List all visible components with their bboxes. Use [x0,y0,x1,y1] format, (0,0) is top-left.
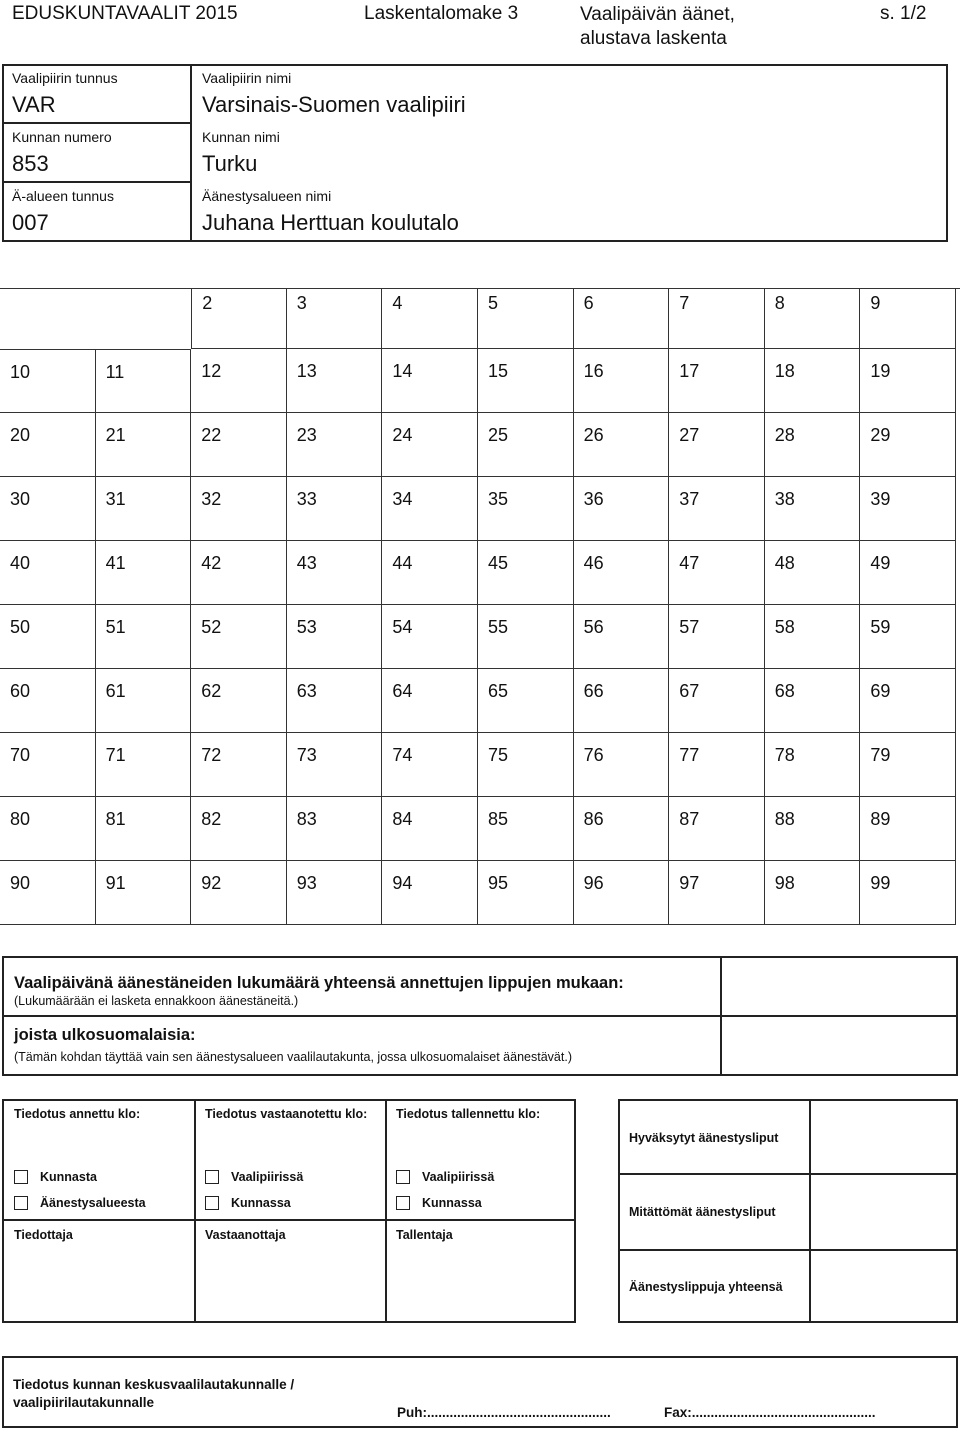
void-ballots-field[interactable] [811,1175,956,1249]
vote-number-cell[interactable]: 78 [765,733,861,797]
received-in-district-checkbox[interactable] [205,1170,219,1184]
vote-number-cell[interactable]: 69 [860,669,956,733]
received-in-municipality-label: Kunnassa [231,1196,291,1210]
vote-number-cell[interactable]: 15 [478,349,574,413]
vote-number-cell[interactable]: 24 [382,413,478,477]
vote-number-cell[interactable]: 11 [96,349,192,413]
vote-number-cell[interactable]: 93 [287,861,383,925]
vote-number-cell[interactable]: 86 [574,797,670,861]
form-title-line1: Vaalipäivän äänet, [580,4,735,25]
vote-number-cell[interactable]: 51 [96,605,192,669]
voters-total-note: (Lukumäärään ei lasketa ennakkoon äänestäneitä.) [14,994,299,1008]
vote-number-cell[interactable]: 72 [191,733,287,797]
divider [4,1219,574,1221]
vote-number-cell[interactable]: 58 [765,605,861,669]
vote-number-cell[interactable]: 67 [669,669,765,733]
vote-number-cell[interactable]: 79 [860,733,956,797]
vote-number-cell[interactable]: 6 [574,289,670,349]
vote-number-cell[interactable]: 13 [287,349,383,413]
vote-number-cell[interactable]: 46 [574,541,670,605]
informer-label: Tiedottaja [14,1228,73,1242]
vote-number-cell[interactable]: 73 [287,733,383,797]
vote-number-cell[interactable]: 42 [191,541,287,605]
vote-number-cell[interactable]: 28 [765,413,861,477]
vote-number-cell[interactable]: 14 [382,349,478,413]
form-title [580,3,735,51]
vote-number-cell[interactable]: 43 [287,541,383,605]
footer-box [2,1356,958,1428]
vote-number-cell[interactable]: 3 [287,289,383,349]
total-ballots-label: Äänestyslippuja yhteensä [629,1280,783,1294]
given-from-municipality-label: Kunnasta [40,1170,97,1184]
vote-number-cell[interactable]: 45 [478,541,574,605]
vote-number-cell[interactable]: 85 [478,797,574,861]
ballots-box [618,1099,958,1323]
divider [2,122,192,124]
vote-number-cell[interactable]: 84 [382,797,478,861]
total-ballots-field[interactable] [811,1251,956,1321]
vote-number-cell[interactable]: 96 [574,861,670,925]
vote-number-cell[interactable]: 59 [860,605,956,669]
notice-saved-label: Tiedotus tallennettu klo: [396,1107,541,1121]
vote-number-cell[interactable]: 22 [191,413,287,477]
vote-number-cell[interactable]: 47 [669,541,765,605]
vote-number-cell[interactable]: 48 [765,541,861,605]
page-number: s. 1/2 [880,3,927,24]
vote-number-cell[interactable]: 37 [669,477,765,541]
vote-number-cell[interactable]: 40 [0,541,96,605]
vote-number-cell[interactable]: 98 [765,861,861,925]
vote-number-cell[interactable]: 2 [191,289,287,349]
abroad-voters-field[interactable] [722,1017,956,1074]
vote-number-cell[interactable]: 9 [860,289,956,349]
vote-number-cell[interactable]: 90 [0,861,96,925]
vote-number-cell[interactable]: 32 [191,477,287,541]
footer-notice-line2: vaalipiirilautakunnalle [13,1395,155,1410]
vote-number-cell[interactable]: 35 [478,477,574,541]
vote-number-cell[interactable]: 56 [574,605,670,669]
vote-number-cell[interactable]: 70 [0,733,96,797]
vote-number-cell[interactable]: 63 [287,669,383,733]
vote-number-cell[interactable]: 82 [191,797,287,861]
divider [385,1101,387,1321]
vote-number-cell[interactable]: 21 [96,413,192,477]
vote-number-cell[interactable]: 10 [0,349,96,413]
vote-number-cell[interactable]: 33 [287,477,383,541]
abroad-voters-label: joista ulkosuomalaisia: [14,1026,196,1044]
vote-number-cell[interactable]: 57 [669,605,765,669]
saved-in-district-label: Vaalipiirissä [422,1170,495,1184]
district-code: VAR [12,92,56,117]
vote-number-cell[interactable]: 4 [382,289,478,349]
vote-number-cell[interactable]: 19 [860,349,956,413]
vote-number-cell[interactable]: 99 [860,861,956,925]
vote-number-cell[interactable]: 60 [0,669,96,733]
vote-number-cell[interactable]: 49 [860,541,956,605]
received-in-district-label: Vaalipiirissä [231,1170,304,1184]
vote-number-cell[interactable]: 31 [96,477,192,541]
vote-number-cell[interactable]: 76 [574,733,670,797]
vote-number-cell[interactable]: 66 [574,669,670,733]
vote-number-cell[interactable]: 41 [96,541,192,605]
vote-number-cell[interactable]: 68 [765,669,861,733]
vote-number-cell[interactable]: 94 [382,861,478,925]
divider [194,1101,196,1321]
vote-number-cell[interactable]: 80 [0,797,96,861]
vote-number-cell[interactable]: 38 [765,477,861,541]
voters-total-label: Vaalipäivänä äänestäneiden lukumäärä yhteensä annettujen lippujen mukaan: [14,974,624,992]
totals-box [2,956,958,1076]
vote-number-cell[interactable]: 81 [96,797,192,861]
saved-in-district-checkbox[interactable] [396,1170,410,1184]
area-name-label: Äänestysalueen nimi [202,188,332,204]
form-name: Laskentalomake 3 [364,3,519,24]
vote-number-cell[interactable]: 71 [96,733,192,797]
vote-number-cell[interactable]: 62 [191,669,287,733]
saver-label: Tallentaja [396,1228,453,1242]
received-in-municipality-checkbox[interactable] [205,1196,219,1210]
form-title-line2: alustava laskenta [580,28,727,49]
district-name-label: Vaalipiirin nimi [202,70,292,86]
notice-given-label: Tiedotus annettu klo: [14,1107,141,1121]
divider [2,181,192,183]
district-code-label: Vaalipiirin tunnus [12,70,118,86]
vote-number-cell[interactable]: 20 [0,413,96,477]
notice-box [2,1099,576,1323]
vote-number-cell[interactable]: 12 [191,349,287,413]
vote-number-cell[interactable]: 18 [765,349,861,413]
given-from-area-label: Äänestysalueesta [40,1196,146,1210]
vote-number-cell[interactable]: 83 [287,797,383,861]
vote-number-cell[interactable]: 26 [574,413,670,477]
abroad-voters-note: (Tämän kohdan täyttää vain sen äänestysalueen vaalilautakunta, jossa ulkosuomalaiset äänestävät.) [14,1050,572,1064]
vote-number-cell[interactable]: 30 [0,477,96,541]
vote-number-cell[interactable]: 27 [669,413,765,477]
vote-number-cell[interactable]: 77 [669,733,765,797]
vote-number-cell[interactable]: 53 [287,605,383,669]
vote-number-cell[interactable]: 92 [191,861,287,925]
given-from-municipality-checkbox[interactable] [14,1170,28,1184]
municipality-number: 853 [12,151,49,176]
vote-number-cell[interactable]: 97 [669,861,765,925]
vote-number-cell[interactable]: 95 [478,861,574,925]
vote-number-cell[interactable]: 91 [96,861,192,925]
vote-number-cell[interactable]: 29 [860,413,956,477]
municipality-number-label: Kunnan numero [12,129,112,145]
vote-number-cell[interactable]: 87 [669,797,765,861]
vote-number-cell[interactable]: 64 [382,669,478,733]
vote-number-cell[interactable]: 23 [287,413,383,477]
saved-in-municipality-checkbox[interactable] [396,1196,410,1210]
vote-number-cell[interactable]: 89 [860,797,956,861]
void-ballots-label: Mitättömät äänestysliput [629,1205,776,1219]
area-name: Juhana Herttuan koulutalo [202,210,459,235]
vote-number-cell[interactable]: 44 [382,541,478,605]
vote-number-cell[interactable]: 36 [574,477,670,541]
footer-notice-line1: Tiedotus kunnan keskusvaalilautakunnalle / [13,1377,295,1392]
vote-number-cell[interactable]: 54 [382,605,478,669]
district-name: Varsinais-Suomen vaalipiiri [202,92,466,117]
info-box [2,64,948,242]
saved-in-municipality-label: Kunnassa [422,1196,482,1210]
municipality-name-label: Kunnan nimi [202,129,280,145]
vote-number-cell[interactable]: 75 [478,733,574,797]
vote-number-cell[interactable]: 34 [382,477,478,541]
vote-number-cell[interactable]: 17 [669,349,765,413]
vote-number-cell[interactable]: 74 [382,733,478,797]
vote-number-cell[interactable]: 65 [478,669,574,733]
vote-number-cell[interactable]: 55 [478,605,574,669]
vote-number-cell[interactable]: 25 [478,413,574,477]
area-code-label: Ä-alueen tunnus [12,188,114,204]
vote-number-cell[interactable]: 50 [0,605,96,669]
vote-number-cell[interactable]: 61 [96,669,192,733]
receiver-label: Vastaanottaja [205,1228,286,1242]
vote-number-cell[interactable]: 52 [191,605,287,669]
fax-field[interactable]: Fax:................................................. [664,1405,876,1420]
accepted-ballots-label: Hyväksytyt äänestysliput [629,1131,779,1145]
vote-number-cell[interactable]: 7 [669,289,765,349]
voters-total-field[interactable] [722,958,956,1015]
footer-notice [13,1376,294,1412]
vote-number-cell[interactable]: 39 [860,477,956,541]
election-title: EDUSKUNTAVAALIT 2015 [12,3,238,24]
given-from-area-checkbox[interactable] [14,1196,28,1210]
area-code: 007 [12,210,49,235]
vote-number-cell[interactable]: 88 [765,797,861,861]
accepted-ballots-field[interactable] [811,1101,956,1173]
phone-field[interactable]: Puh:................................................. [397,1405,611,1420]
vote-number-cell[interactable]: 16 [574,349,670,413]
vote-number-cell[interactable]: 5 [478,289,574,349]
notice-received-label: Tiedotus vastaanotettu klo: [205,1107,368,1121]
municipality-name: Turku [202,151,258,176]
vote-number-cell[interactable]: 8 [765,289,861,349]
